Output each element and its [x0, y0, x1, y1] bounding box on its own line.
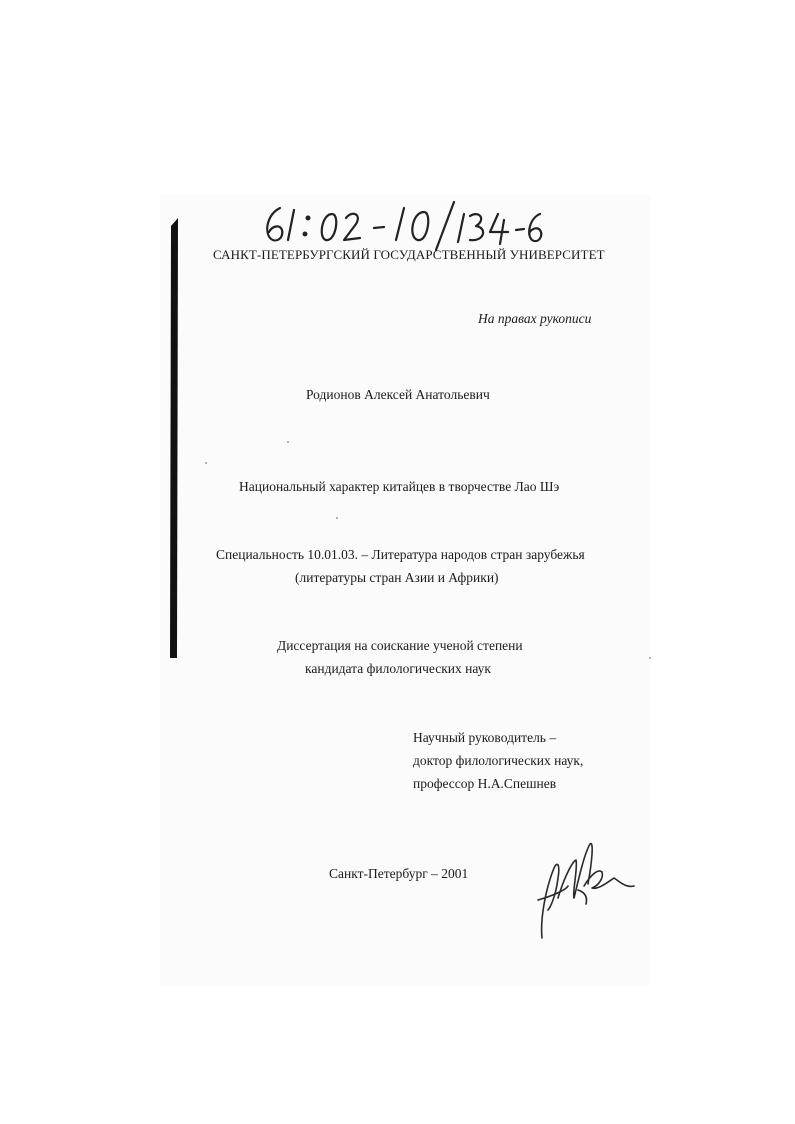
scan-speck: [205, 462, 207, 464]
handwritten-signature: [528, 838, 640, 943]
specialty-line-2: (литературы стран Азии и Африки): [295, 570, 499, 585]
dissertation-title: Национальный характер китайцев в творчестве Лао Шэ: [239, 479, 560, 494]
handwritten-archive-code: [258, 200, 543, 252]
place-year: Санкт-Петербург – 2001: [329, 866, 469, 881]
scan-speck: [287, 441, 289, 443]
scan-edge-shadow: [165, 218, 178, 658]
degree-line-2: кандидата филологических наук: [305, 661, 491, 676]
scan-speck: [336, 517, 338, 519]
scan-speck: [649, 657, 651, 659]
degree-line-1: Диссертация на соискание ученой степени: [277, 638, 523, 653]
supervisor-line-2: доктор филологических наук,: [413, 753, 584, 768]
author-name: Родионов Алексей Анатольевич: [306, 387, 490, 402]
specialty-line-1: Специальность 10.01.03. – Литература народов стран зарубежья: [216, 547, 585, 562]
supervisor-line-1: Научный руководитель –: [413, 730, 557, 745]
manuscript-note: На правах рукописи: [478, 311, 592, 326]
university-name: САНКТ-ПЕТЕРБУРГСКИЙ ГОСУДАРСТВЕННЫЙ УНИВЕРСИТЕТ: [213, 247, 605, 262]
supervisor-line-3: профессор Н.А.Спешнев: [413, 776, 557, 791]
